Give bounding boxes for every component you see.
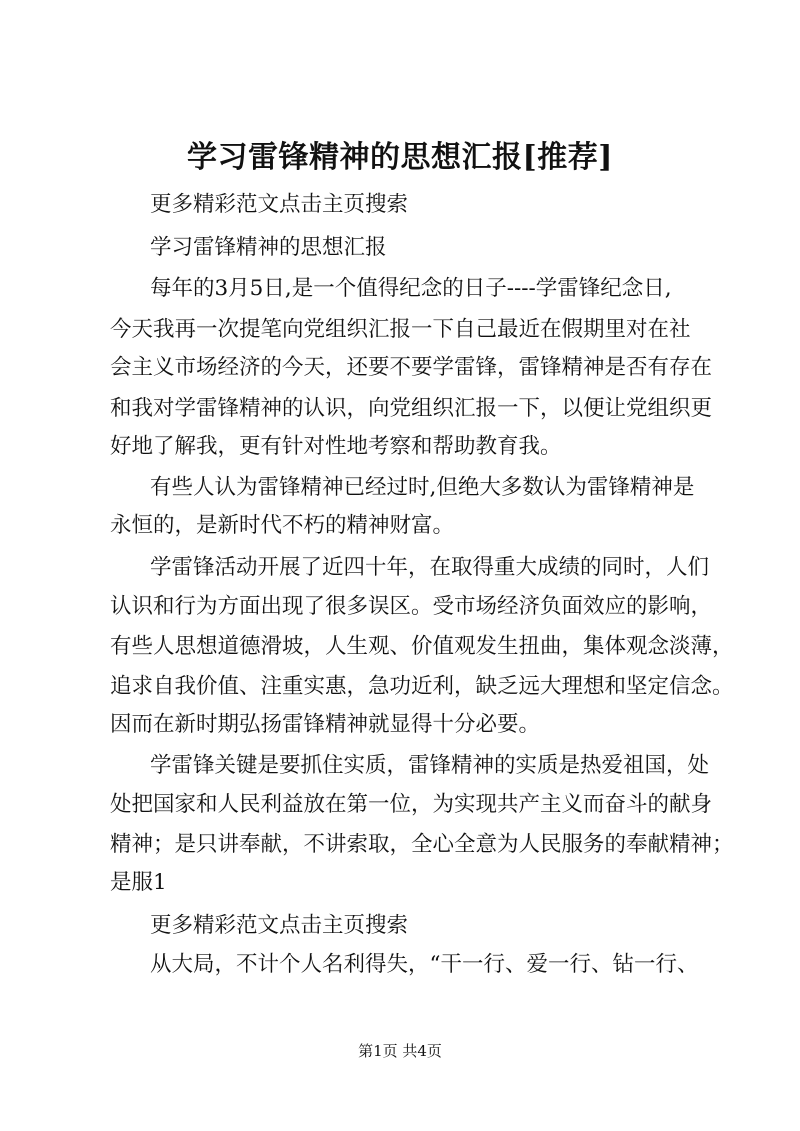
paragraph-line: 学雷锋关键是要抓住实质，雷锋精神的实质是热爱祖国，处 — [150, 753, 710, 778]
document-title: 学习雷锋精神的思想汇报[推荐] — [187, 140, 613, 175]
paragraph-line: 因而在新时期弘扬雷锋精神就显得十分必要。 — [110, 712, 541, 737]
promo-line: 更多精彩范文点击主页搜索 — [150, 192, 409, 217]
paragraph-line: 学雷锋活动开展了近四十年，在取得重大成绩的同时，人们 — [150, 555, 710, 580]
subtitle-line: 学习雷锋精神的思想汇报 — [150, 235, 387, 260]
paragraph-line: 和我对学雷锋精神的认识，向党组织汇报一下，以便让党组织更 — [110, 396, 713, 421]
paragraph-line: 每年的3月5日,是一个值得纪念的日子----学雷锋纪念日, — [150, 276, 672, 301]
paragraph-line: 处把国家和人民利益放在第一位，为实现共产主义而奋斗的献身 — [110, 792, 713, 817]
paragraph-line: 会主义市场经济的今天，还要不要学雷锋，雷锋精神是否有存在 — [110, 355, 713, 380]
promo-line: 更多精彩范文点击主页搜索 — [150, 913, 409, 938]
paragraph-line: 从大局，不计个人名利得失，“干一行、爱一行、钻一行、 — [150, 952, 699, 977]
paragraph-line: 今天我再一次提笔向党组织汇报一下自己最近在假期里对在社 — [110, 317, 691, 342]
paragraph-line: 好地了解我，更有针对性地考察和帮助教育我。 — [110, 434, 562, 459]
paragraph-line: 永恒的，是新时代不朽的精神财富。 — [110, 513, 455, 538]
paragraph-line: 有些人思想道德滑坡，人生观、价值观发生扭曲，集体观念淡薄， — [110, 634, 734, 659]
paragraph-line: 精神；是只讲奉献，不讲索取，全心全意为人民服务的奉献精神； — [110, 832, 734, 857]
paragraph-line: 认识和行为方面出现了很多误区。受市场经济负面效应的影响， — [110, 594, 713, 619]
paragraph-line: 有些人认为雷锋精神已经过时,但绝大多数认为雷锋精神是 — [150, 475, 695, 500]
paragraph-line: 追求自我价值、注重实惠，急功近利，缺乏远大理想和坚定信念。 — [110, 674, 734, 699]
paragraph-line: 是服1 — [110, 870, 167, 895]
page-number: 第1页 共4页 — [358, 1042, 442, 1060]
